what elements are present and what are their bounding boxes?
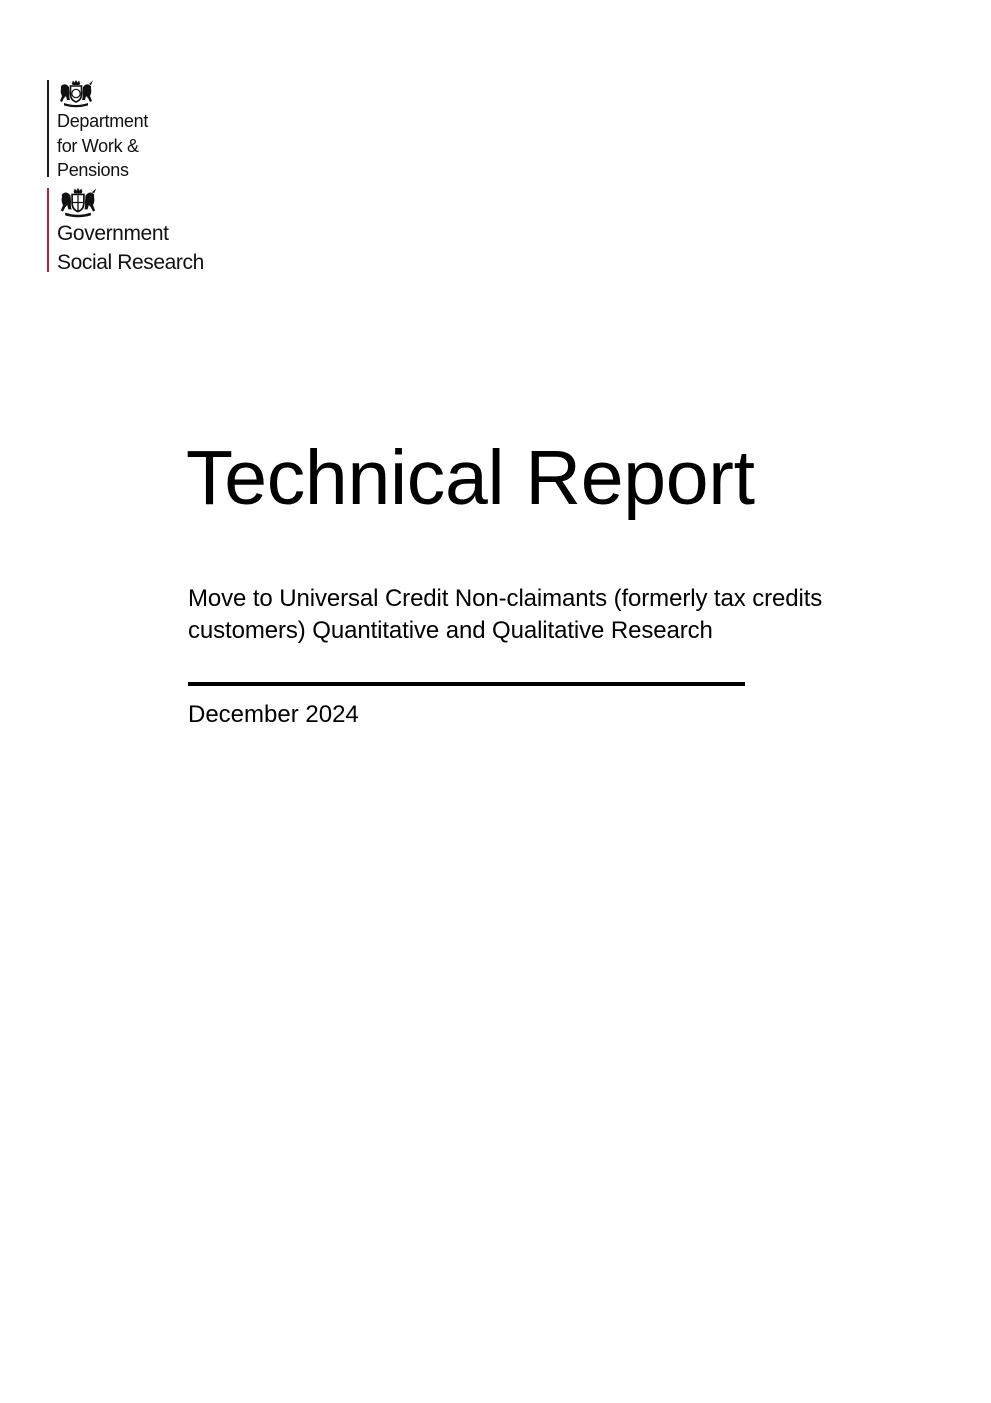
dwp-logo-line-1: Department: [57, 111, 149, 131]
royal-coat-of-arms-icon: [58, 188, 98, 218]
royal-coat-of-arms-icon: [58, 80, 94, 108]
gsr-logo-line-1: Government: [57, 222, 169, 245]
title-divider: [188, 682, 745, 686]
publication-date: December 2024: [188, 701, 359, 728]
dwp-logo: [47, 80, 149, 180]
gsr-logo: [47, 188, 204, 272]
dwp-logo-line-3: Pensions: [57, 160, 129, 180]
document-subtitle: Move to Universal Credit Non-claimants (formerly tax credits customers) Quantitative and Qualitative Research: [188, 585, 823, 644]
document-title: Technical Report: [186, 435, 755, 521]
gsr-logo-line-2: Social Research: [57, 250, 204, 274]
dwp-logo-line-2: for Work &: [57, 135, 139, 156]
